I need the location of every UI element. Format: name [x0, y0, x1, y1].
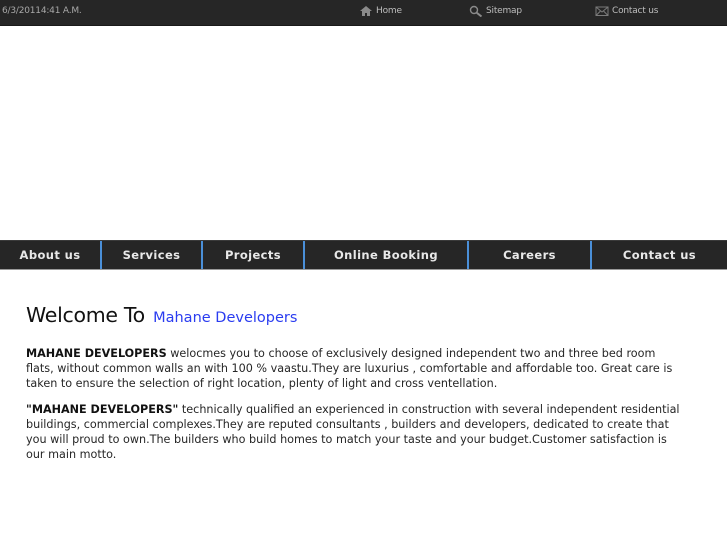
datetime-display: 6/3/20114:41 A.M.	[2, 6, 82, 16]
welcome-prefix: Welcome To	[26, 303, 145, 327]
home-icon	[359, 5, 373, 17]
sitemap-link-label: Sitemap	[486, 6, 522, 16]
menu-item-online-booking[interactable]: Online Booking	[303, 241, 467, 269]
intro-paragraph	[26, 347, 686, 391]
menu-item-contact-us[interactable]: Contact us	[590, 241, 727, 269]
main-menu	[0, 240, 727, 270]
page-title	[26, 302, 686, 331]
intro-text: welocmes you to choose of exclusively designed independent two and three bed room flats, without common walls an with 100 % vaastu.They are luxurius , comfortable and affordable too. Great care is taken to ensure the selection of right location, plenty of light and cross ventellation.	[26, 347, 673, 390]
brand-name: Mahane Developers	[153, 310, 298, 326]
search-icon	[469, 5, 483, 17]
top-bar	[0, 0, 727, 26]
envelope-icon	[595, 5, 609, 17]
sitemap-link[interactable]	[469, 4, 522, 18]
menu-item-projects[interactable]: Projects	[201, 241, 303, 269]
menu-item-services[interactable]: Services	[100, 241, 201, 269]
home-link[interactable]	[359, 4, 402, 18]
about-paragraph	[26, 403, 686, 462]
menu-item-about-us[interactable]: About us	[19, 248, 81, 262]
company-name-bold: MAHANE DEVELOPERS	[26, 347, 167, 360]
menu-item-careers[interactable]: Careers	[467, 241, 590, 269]
banner-area	[0, 26, 727, 240]
home-link-label: Home	[376, 6, 402, 16]
contact-link-label: Contact us	[612, 6, 659, 16]
contact-link[interactable]	[595, 4, 658, 18]
main-content	[26, 302, 686, 475]
about-text: technically qualified an experienced in construction with several independent residential buildings, commercial complexes.They are reputed consultants , builders and developers, dedicated to create that you will proud to own.The builders who build homes to match your taste and your budget.Customer satisfaction is our main motto.	[26, 403, 680, 461]
company-name-quoted: "MAHANE DEVELOPERS"	[26, 403, 179, 417]
